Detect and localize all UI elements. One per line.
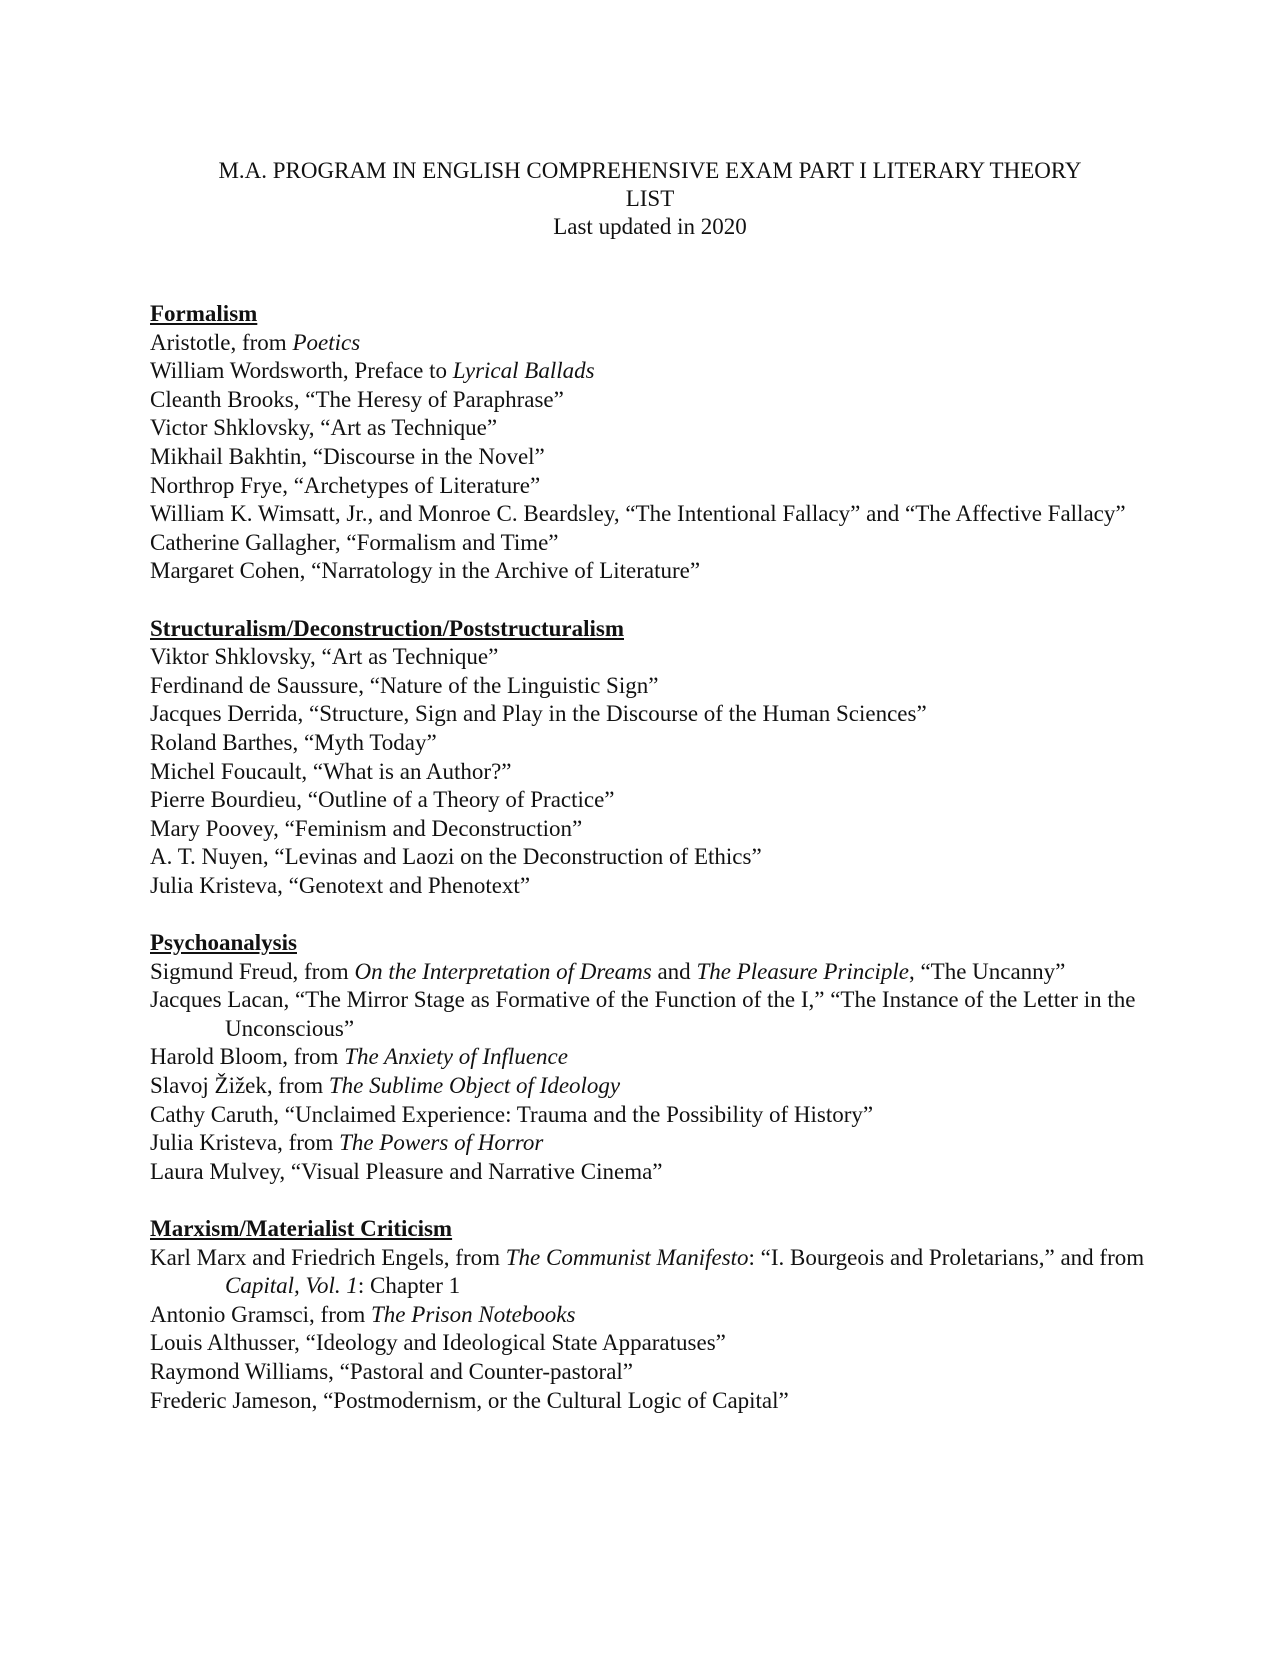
reading-list-entry bbox=[150, 329, 1150, 358]
work-title: On the Interpretation of Dreams bbox=[354, 958, 652, 984]
entry-text: and bbox=[651, 958, 697, 984]
entry-text: Julia Kristeva, “Genotext and Phenotext” bbox=[150, 872, 531, 898]
entry-text: Mikhail Bakhtin, “Discourse in the Novel” bbox=[150, 443, 545, 469]
entry-text: Ferdinand de Saussure, “Nature of the Linguistic Sign” bbox=[150, 672, 659, 698]
entry-text: : “I. Bourgeois and Proletarians,” and from bbox=[748, 1244, 1145, 1270]
reading-list-entry bbox=[150, 986, 1150, 1043]
reading-list-entry bbox=[150, 1158, 1150, 1187]
entry-text: Antonio Gramsci, from bbox=[150, 1301, 372, 1327]
entry-text: Frederic Jameson, “Postmodernism, or the Cultural Logic of Capital” bbox=[150, 1387, 789, 1413]
work-title: The Communist Manifesto bbox=[505, 1244, 749, 1270]
entry-text: : Chapter 1 bbox=[357, 1273, 461, 1299]
entry-text: Aristotle, from bbox=[150, 329, 293, 355]
entry-text: A. T. Nuyen, “Levinas and Laozi on the Deconstruction of Ethics” bbox=[150, 844, 762, 870]
entry-text: Viktor Shklovsky, “Art as Technique” bbox=[150, 644, 499, 670]
reading-list-entry bbox=[150, 1244, 1150, 1301]
work-title: The Powers of Horror bbox=[339, 1130, 544, 1156]
reading-list-entry bbox=[150, 1329, 1150, 1358]
entry-text: Margaret Cohen, “Narratology in the Archive of Literature” bbox=[150, 558, 701, 584]
last-updated-note: Last updated in 2020 bbox=[553, 214, 747, 239]
reading-list-entry bbox=[150, 1043, 1150, 1072]
entry-text: Victor Shklovsky, “Art as Technique” bbox=[150, 415, 498, 441]
work-title: Poetics bbox=[292, 329, 361, 355]
entry-text: Cathy Caruth, “Unclaimed Experience: Trauma and the Possibility of History” bbox=[150, 1101, 874, 1127]
reading-list-entry bbox=[150, 843, 1150, 872]
document-title-line-2: LIST bbox=[625, 186, 675, 211]
work-title: The Prison Notebooks bbox=[371, 1301, 576, 1327]
reading-list-entry bbox=[150, 472, 1150, 501]
entry-text: Cleanth Brooks, “The Heresy of Paraphrase” bbox=[150, 386, 564, 412]
reading-list-entry bbox=[150, 1072, 1150, 1101]
entry-text: , “The Uncanny” bbox=[908, 958, 1066, 984]
reading-list-entry bbox=[150, 414, 1150, 443]
reading-list bbox=[150, 300, 1150, 1444]
reading-list-entry bbox=[150, 872, 1150, 901]
reading-list-entry bbox=[150, 958, 1150, 987]
reading-list-entry bbox=[150, 758, 1150, 787]
work-title: The Sublime Object of Ideology bbox=[328, 1073, 621, 1099]
reading-list-section bbox=[150, 1215, 1150, 1415]
reading-list-entry bbox=[150, 1387, 1150, 1416]
reading-list-entry bbox=[150, 386, 1150, 415]
reading-list-entry bbox=[150, 815, 1150, 844]
section-heading: Formalism bbox=[150, 301, 258, 326]
reading-list-entry bbox=[150, 643, 1150, 672]
reading-list-entry bbox=[150, 500, 1150, 529]
reading-list-section bbox=[150, 300, 1150, 586]
work-title: Capital, Vol. 1 bbox=[225, 1273, 358, 1299]
reading-list-entry bbox=[150, 357, 1150, 386]
entry-text: Julia Kristeva, from bbox=[150, 1130, 340, 1156]
entry-text: Harold Bloom, from bbox=[150, 1044, 345, 1070]
section-heading: Structuralism/Deconstruction/Poststructuralism bbox=[150, 615, 624, 641]
entry-text: Mary Poovey, “Feminism and Deconstruction” bbox=[150, 815, 583, 841]
section-heading: Marxism/Materialist Criticism bbox=[150, 1216, 453, 1241]
entry-text: Michel Foucault, “What is an Author?” bbox=[150, 758, 512, 784]
reading-list-section bbox=[150, 929, 1150, 1186]
reading-list-entry bbox=[150, 700, 1150, 729]
reading-list-entry bbox=[150, 443, 1150, 472]
entry-text: Karl Marx and Friedrich Engels, from bbox=[150, 1244, 506, 1270]
work-title: The Anxiety of Influence bbox=[344, 1044, 568, 1070]
document-title-line-1: M.A. PROGRAM IN ENGLISH COMPREHENSIVE EXAM PART I LITERARY THEORY bbox=[218, 158, 1082, 183]
work-title: The Pleasure Principle bbox=[696, 958, 909, 984]
reading-list-entry bbox=[150, 1129, 1150, 1158]
reading-list-entry bbox=[150, 557, 1150, 586]
reading-list-entry bbox=[150, 1358, 1150, 1387]
reading-list-entry bbox=[150, 1101, 1150, 1130]
reading-list-entry bbox=[150, 672, 1150, 701]
entry-text: William Wordsworth, Preface to bbox=[150, 358, 453, 384]
entry-text: Jacques Derrida, “Structure, Sign and Play in the Discourse of the Human Sciences” bbox=[150, 701, 927, 727]
entry-text: Jacques Lacan, “The Mirror Stage as Formative of the Function of the I,” “The Instance of the Letter in the Unconscious” bbox=[150, 987, 1136, 1041]
entry-text: Sigmund Freud, from bbox=[150, 958, 355, 984]
document-header bbox=[150, 157, 1150, 241]
work-title: Lyrical Ballads bbox=[452, 358, 595, 384]
entry-text: Northrop Frye, “Archetypes of Literature” bbox=[150, 472, 541, 498]
entry-text: Louis Althusser, “Ideology and Ideological State Apparatuses” bbox=[150, 1330, 726, 1356]
entry-text: Pierre Bourdieu, “Outline of a Theory of Practice” bbox=[150, 787, 615, 813]
entry-text: William K. Wimsatt, Jr., and Monroe C. Beardsley, “The Intentional Fallacy” and “The Affective Fallacy” bbox=[150, 501, 1126, 527]
reading-list-entry bbox=[150, 1301, 1150, 1330]
entry-text: Laura Mulvey, “Visual Pleasure and Narrative Cinema” bbox=[150, 1158, 663, 1184]
reading-list-section bbox=[150, 615, 1150, 901]
entry-text: Raymond Williams, “Pastoral and Counter-pastoral” bbox=[150, 1358, 633, 1384]
entry-text: Catherine Gallagher, “Formalism and Time” bbox=[150, 529, 559, 555]
section-heading: Psychoanalysis bbox=[150, 930, 297, 956]
entry-text: Roland Barthes, “Myth Today” bbox=[150, 729, 437, 755]
entry-text: Slavoj Žižek, from bbox=[150, 1073, 329, 1099]
reading-list-entry bbox=[150, 529, 1150, 558]
reading-list-entry bbox=[150, 786, 1150, 815]
reading-list-entry bbox=[150, 729, 1150, 758]
